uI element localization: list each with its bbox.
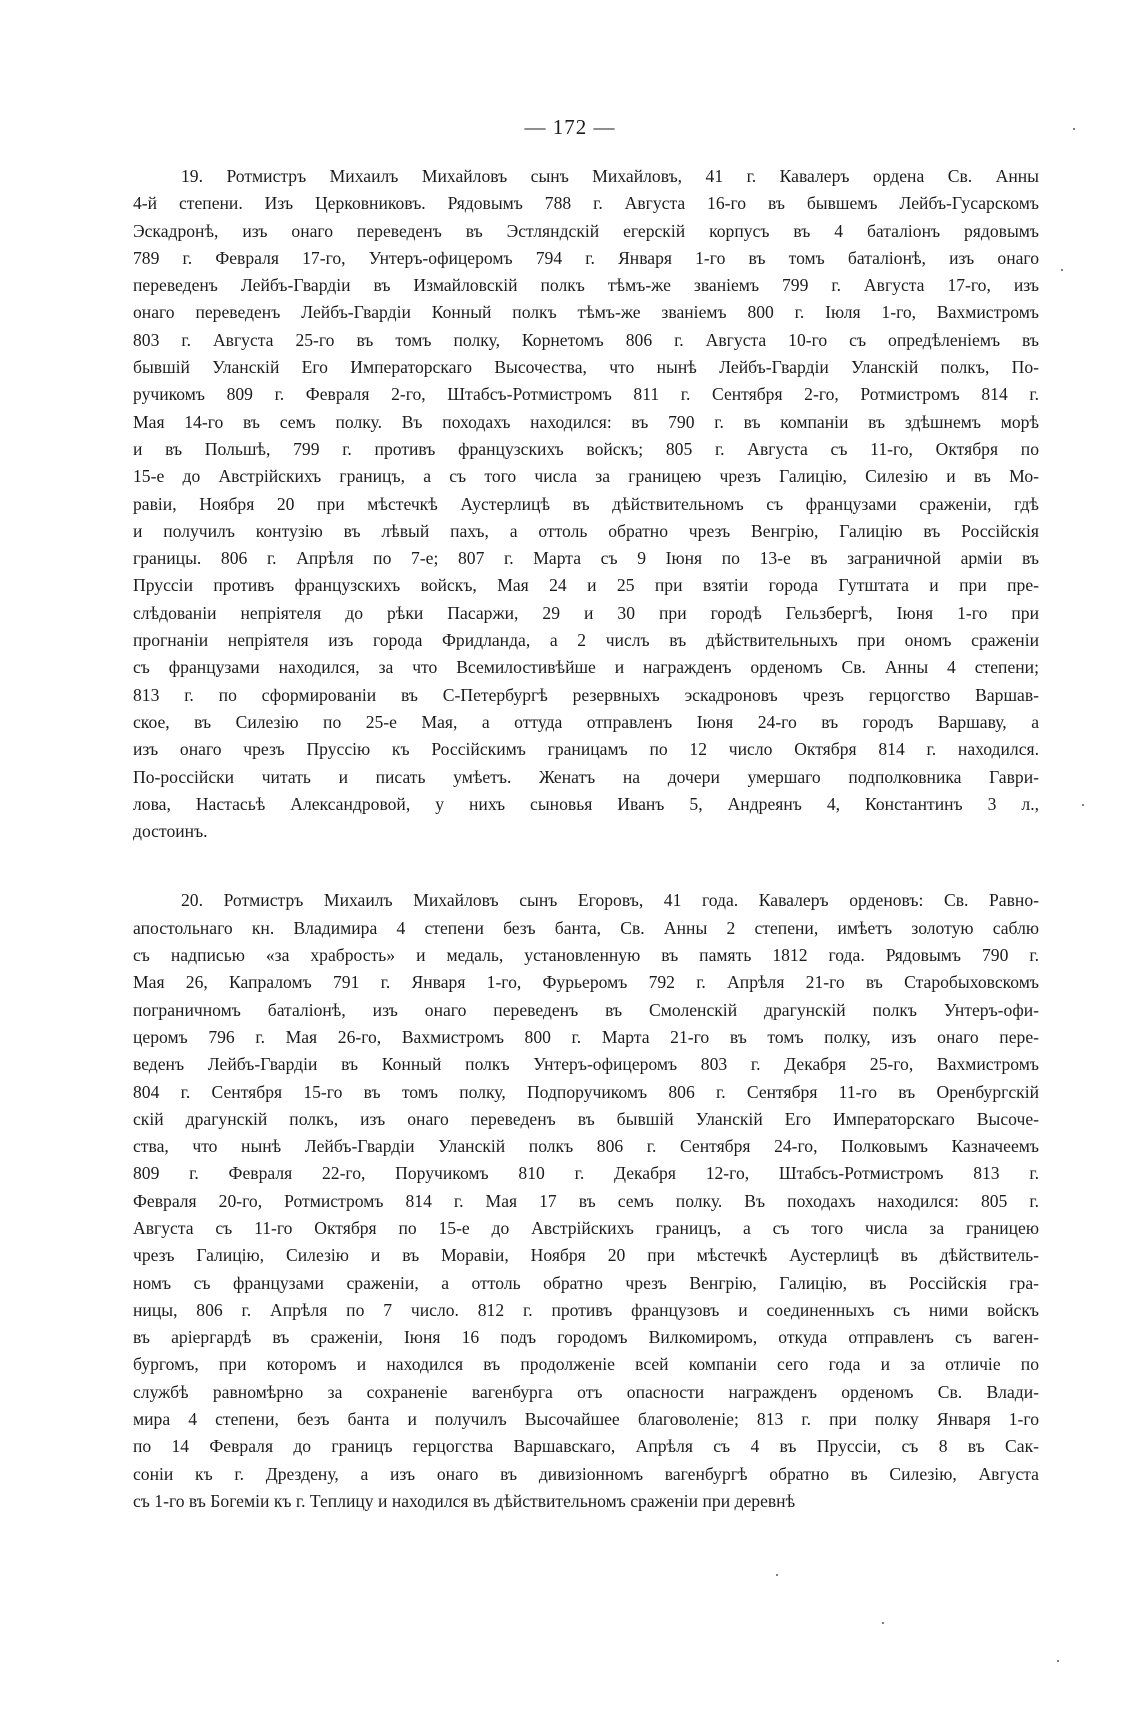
text-line: границы. 806 г. Апрѣля по 7-е; 807 г. Марта съ 9 Іюня по 13-е въ заграничной арміи въ xyxy=(133,548,1039,569)
print-speck xyxy=(882,1622,884,1624)
text-line: чрезъ Галицію, Силезію и въ Моравіи, Ноября 20 при мѣстечкѣ Аустерлицѣ въ дѣйствитель- xyxy=(133,1245,1039,1266)
text-line: по 14 Февраля до границъ герцогства Варшавскаго, Апрѣля съ 4 въ Пруссіи, съ 8 въ Сак- xyxy=(133,1436,1039,1457)
text-line: ства, что нынѣ Лейбъ-Гвардіи Уланскій полкъ 806 г. Сентября 24-го, Полковымъ Казначеемъ xyxy=(133,1136,1039,1157)
text-line: съ французами находился, за что Всемилостивѣйше и награжденъ орденомъ Св. Анны 4 степени; xyxy=(133,657,1039,678)
text-line: Августа съ 11-го Октября по 15-е до Австрійскихъ границъ, а съ того числа за границею xyxy=(133,1217,1039,1238)
print-speck xyxy=(1073,128,1075,130)
text-line: 813 г. по сформированіи въ С-Петербургѣ резервныхъ эскадроновъ чрезъ герцогство Варшав- xyxy=(133,684,1039,705)
text-line: 789 г. Февраля 17-го, Унтеръ-офицеромъ 794 г. Января 1-го въ томъ баталіонѣ, изъ онаго xyxy=(133,247,1039,268)
text-line: 4-й степени. Изъ Церковниковъ. Рядовымъ 788 г. Августа 16-го въ бывшемъ Лейбъ-Гусарскомъ xyxy=(133,193,1039,214)
text-line: ручикомъ 809 г. Февраля 2-го, Штабсъ-Ротмистромъ 811 г. Сентября 2-го, Ротмистромъ 814 г. xyxy=(133,384,1039,405)
text-column xyxy=(133,163,1039,1515)
text-line: достоинъ. xyxy=(133,821,208,842)
text-line: 15-е до Австрійскихъ границъ, а съ того числа за границею чрезъ Галицію, Силезію и въ Мо- xyxy=(133,466,1039,487)
text-line: бургомъ, при которомъ и находился въ продолженіе всей компаніи сего года и за отличіе по xyxy=(133,1354,1039,1375)
text-line: въ аріергардѣ въ сраженіи, Іюня 16 подъ городомъ Вилкомиромъ, откуда отправленъ съ ваген- xyxy=(133,1327,1039,1348)
text-line: мира 4 степени, безъ банта и получилъ Высочайшее благоволеніе; 813 г. при полку Января 1-го xyxy=(133,1409,1039,1430)
text-line: 20. Ротмистръ Михаилъ Михайловъ сынъ Егоровъ, 41 года. Кавалеръ орденовъ: Св. Равно- xyxy=(181,890,1039,911)
text-line: скій драгунскій полкъ, изъ онаго переведенъ въ бывшій Уланскій Его Императорскаго Высоче- xyxy=(133,1108,1039,1129)
text-line: и получилъ контузію въ лѣвый пахъ, а оттоль обратно чрезъ Венгрію, Галицію въ Россійскія xyxy=(133,520,1039,541)
text-line: изъ онаго чрезъ Пруссію къ Россійскимъ границамъ по 12 число Октября 814 г. находился. xyxy=(133,739,1039,760)
text-line: бывшій Уланскій Его Императорскаго Высочества, что нынѣ Лейбъ-Гвардіи Уланскій полкъ, По- xyxy=(133,357,1039,378)
text-line: веденъ Лейбъ-Гвардіи въ Конный полкъ Унтеръ-офицеромъ 803 г. Декабря 25-го, Вахмистромъ xyxy=(133,1054,1039,1075)
print-speck xyxy=(1061,269,1063,271)
text-line: ницы, 806 г. Апрѣля по 7 число. 812 г. противъ французовъ и соединенныхъ съ ними войскъ xyxy=(133,1299,1039,1320)
text-line: 803 г. Августа 25-го въ томъ полку, Корнетомъ 806 г. Августа 10-го съ опредѣленіемъ въ xyxy=(133,329,1039,350)
text-line: и въ Польшѣ, 799 г. противъ французскихъ войскъ; 805 г. Августа съ 11-го, Октября по xyxy=(133,438,1039,459)
text-line: номъ съ французами сраженіи, а оттоль обратно чрезъ Венгрію, Галицію, въ Россійскія гра- xyxy=(133,1272,1039,1293)
text-line: По-россійски читать и писать умѣетъ. Женатъ на дочери умершаго подполковника Гаври- xyxy=(133,766,1039,787)
text-line: пограничномъ баталіонѣ, изъ онаго переведенъ въ Смоленскій драгунскій полкъ Унтеръ-офи- xyxy=(133,999,1039,1020)
text-line: Мая 14-го въ семъ полку. Въ походахъ находился: въ 790 г. въ компаніи въ здѣшнемъ морѣ xyxy=(133,411,1039,432)
text-line: онаго переведенъ Лейбъ-Гвардіи Конный полкъ тѣмъ-же званіемъ 800 г. Іюля 1-го, Вахмистромъ xyxy=(133,302,1039,323)
text-line: съ надписью «за храбрость» и медаль, установленную въ память 1812 года. Рядовымъ 790 г. xyxy=(133,945,1039,966)
print-speck xyxy=(1082,804,1084,806)
print-speck xyxy=(1057,1660,1059,1662)
text-line: прогнаніи непріятеля изъ города Фридланда, а 2 числъ въ дѣйствительныхъ при ономъ сраженіи xyxy=(133,630,1039,651)
text-line: Февраля 20-го, Ротмистромъ 814 г. Мая 17 въ семъ полку. Въ походахъ находился: 805 г. xyxy=(133,1190,1039,1211)
text-line: соніи къ г. Дрездену, а изъ онаго въ дивизіонномъ вагенбургѣ обратно въ Силезію, Августа xyxy=(133,1463,1039,1484)
text-line: 804 г. Сентября 15-го въ томъ полку, Подпоручикомъ 806 г. Сентября 11-го въ Оренбургскій xyxy=(133,1081,1039,1102)
entry-20 xyxy=(133,887,1039,1515)
print-speck xyxy=(776,1574,778,1576)
text-line: Мая 26, Капраломъ 791 г. Января 1-го, Фурьеромъ 792 г. Апрѣля 21-го въ Старобыховскомъ xyxy=(133,972,1039,993)
text-line: апостольнаго кн. Владимира 4 степени безъ банта, Св. Анны 2 степени, имѣетъ золотую саблю xyxy=(133,917,1039,938)
text-line: Эскадронѣ, изъ онаго переведенъ въ Эстляндскій егерскій корпусъ въ 4 баталіонъ рядовымъ xyxy=(133,220,1039,241)
text-line: церомъ 796 г. Мая 26-го, Вахмистромъ 800 г. Марта 21-го въ томъ полку, изъ онаго пере- xyxy=(133,1026,1039,1047)
entry-19 xyxy=(133,163,1039,845)
text-line: Пруссіи противъ французскихъ войскъ, Мая 24 и 25 при взятіи города Гутштата и при пре- xyxy=(133,575,1039,596)
text-line: равіи, Ноября 20 при мѣстечкѣ Аустерлицѣ въ дѣйствительномъ съ французами сраженіи, гдѣ xyxy=(133,493,1039,514)
text-line: переведенъ Лейбъ-Гвардіи въ Измайловскій полкъ тѣмъ-же званіемъ 799 г. Августа 17-го, изъ xyxy=(133,275,1039,296)
text-line: 19. Ротмистръ Михаилъ Михайловъ сынъ Михайловъ, 41 г. Кавалеръ ордена Св. Анны xyxy=(181,166,1039,186)
text-line: слѣдованіи непріятеля до рѣки Пасаржи, 29 и 30 при городѣ Гельзбергѣ, Іюня 1-го при xyxy=(133,602,1039,623)
text-line: службѣ равномѣрно за сохраненіе вагенбурга отъ опасности награжденъ орденомъ Св. Влади- xyxy=(133,1381,1039,1402)
text-line: 809 г. Февраля 22-го, Поручикомъ 810 г. Декабря 12-го, Штабсъ-Ротмистромъ 813 г. xyxy=(133,1163,1039,1184)
text-line: ское, въ Силезію по 25-е Мая, а оттуда отправленъ Іюня 24-го въ городъ Варшаву, а xyxy=(133,711,1039,732)
text-line: лова, Настасьѣ Александровой, у нихъ сыновья Иванъ 5, Андреянъ 4, Константинъ 3 л., xyxy=(133,793,1039,814)
text-line: съ 1-го въ Богеміи къ г. Теплицу и находился въ дѣйствительномъ сраженіи при деревнѣ xyxy=(133,1490,796,1511)
page-number: — 172 — xyxy=(524,115,616,139)
